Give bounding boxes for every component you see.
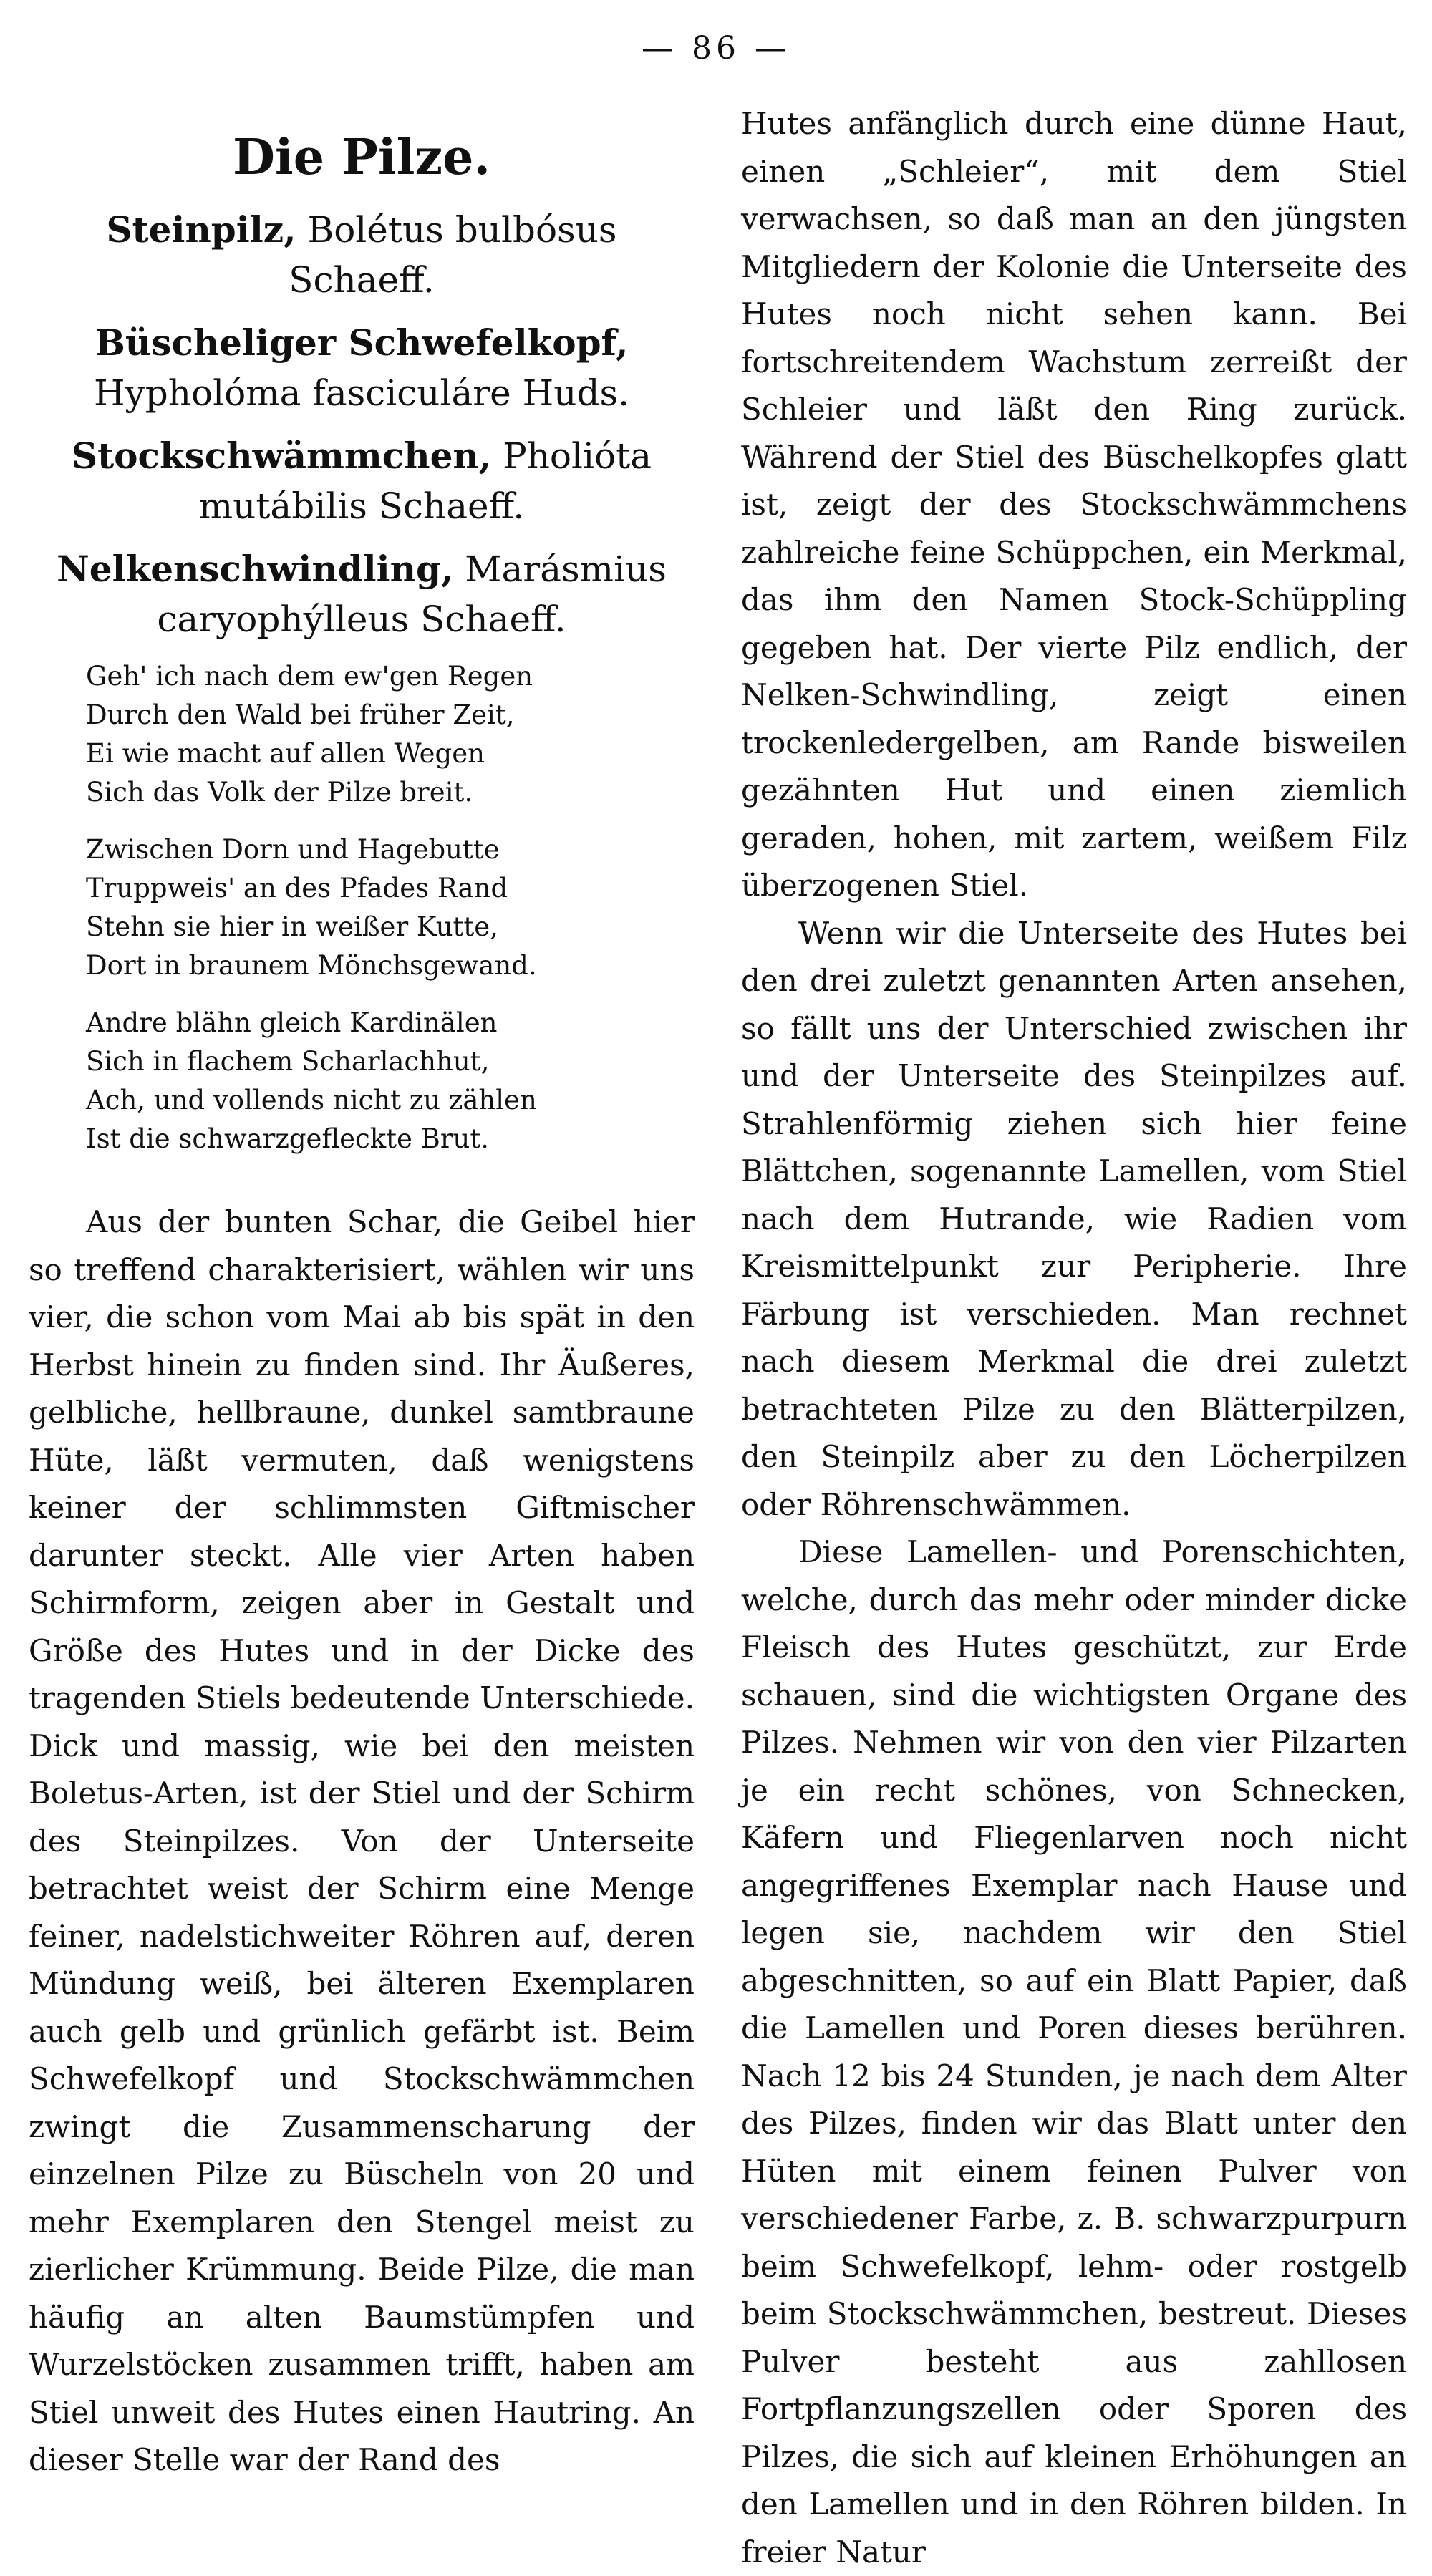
species-name-german: Steinpilz, [106,208,296,251]
species-name-latin: Pholióta mutábilis Schaeff. [198,435,652,527]
species-name-latin: Bolétus bulbósus Schaeff. [289,209,617,301]
poem [86,657,695,1158]
poem-line: Andre blähn gleich Kardinälen [86,1007,498,1038]
poem-line: Ei wie macht auf allen Wegen [86,738,485,769]
species-name-german: Büscheliger Schwefelkopf, [95,321,629,364]
species-name-latin: Marásmius caryophýlleus Schaeff. [157,548,667,640]
left-column [29,107,695,2484]
poem-line: Ach, und vollends nicht zu zählen [86,1085,537,1115]
body-paragraph: Aus der bunten Schar, die Geibel hier so treffend charakterisiert, wählen wir uns vier, die schon vom Mai ab bis spät in den Herbst hinein zu finden sind. Ihr Äußeres, gelbliche, hellbraune, dunkel samtbraune Hüte, läßt vermuten, daß wenigstens keiner der schlimmsten Giftmischer darunter steckt. Alle vier Arten haben Schirmform, zeigen aber in Gestalt und Größe des Hutes und in der Dicke des tragenden Stiels bedeutende Unterschiede. Dick und massig, wie bei den meisten Boletus-Arten, ist der Stiel und der Schirm des Steinpilzes. Von der Unterseite betrachtet weist der Schirm eine Menge feiner, nadelstichweiter Röhren auf, deren Mündung weiß, bei älteren Exemplaren auch gelb und grünlich gefärbt ist. Beim Schwefelkopf und Stockschwämmchen zwingt die Zusammenscharung der einzelnen Pilze zu Büscheln von 20 und mehr Exemplaren den Stengel meist zu zierlicher Krümmung. Beide Pilze, die man häufig an alten Baumstümpfen und Wurzelstöcken zusammen trifft, haben am Stiel unweit des Hutes einen Hautring. An dieser Stelle war der Rand des [29,1204,695,2477]
species-entry-nelkenschwindling [29,544,695,644]
body-paragraph: Wenn wir die Unterseite des Hutes bei den drei zuletzt genannten Arten ansehen, so fällt uns der Unterschied zwischen ihr und der Unterseite des Steinpilzes auf. Strahlenförmig ziehen sich hier feine Blättchen, sogenannte Lamellen, vom Stiel nach dem Hutrande, wie Radien vom Kreismittelpunkt zur Peripherie. Ihre Färbung ist verschieden. Man rechnet nach diesem Merkmal die drei zuletzt betrachteten Pilze zu den Blätterpilzen, den Steinpilz aber zu den Löcherpilzen oder Röhrenschwämmen. [741,915,1407,1522]
species-name-latin: Hypholóma fasciculáre Huds. [93,372,630,414]
section-heading: Die Pilze. [232,129,491,186]
poem-line: Dort in braunem Mönchsgewand. [86,950,537,981]
poem-line: Sich das Volk der Pilze breit. [86,777,473,808]
poem-line: Sich in flachem Scharlachhut, [86,1046,490,1077]
poem-line: Truppweis' an des Pfades Rand [86,873,508,904]
body-paragraph: Hutes anfänglich durch eine dünne Haut, einen „Schleier“, mit dem Stiel verwachsen, so daß man an den jüngsten Mitgliedern der Kolonie die Unterseite des Hutes noch nicht sehen kann. Bei fortschreitendem Wachstum zerreißt der Schleier und läßt den Ring zurück. Während der Stiel des Büschelkopfes glatt ist, zeigt der des Stockschwämmchens zahlreiche feine Schüppchen, ein Merkmal, das ihm den Namen Stock-Schüppling gegeben hat. Der vierte Pilz endlich, der Nelken-Schwindling, zeigt einen trockenledergelben, am Rande bisweilen gezähnten Hut und einen ziemlich geraden, hohen, mit zartem, weißem Filz überzogenen Stiel. [741,106,1407,903]
right-column [741,100,1407,2576]
poem-stanza [86,657,695,812]
poem-line: Durch den Wald bei früher Zeit, [86,699,515,730]
poem-line: Zwischen Dorn und Hagebutte [86,834,500,865]
poem-stanza [86,1004,695,1158]
poem-line: Stehn sie hier in weißer Kutte, [86,911,498,942]
species-name-german: Nelkenschwindling, [57,548,454,590]
species-entry-schwefelkopf [29,318,695,418]
poem-line: Ist die schwarzgefleckte Brut. [86,1123,490,1154]
species-name-german: Stockschwämmchen, [71,435,492,477]
poem-stanza [86,831,695,985]
species-entry-stockschwaemmchen [29,431,695,531]
species-entry-steinpilz [29,205,695,305]
poem-line: Geh' ich nach dem ew'gen Regen [86,661,533,692]
page-number: — 86 — [642,30,790,67]
body-paragraph: Diese Lamellen- und Porenschichten, welche, durch das mehr oder minder dicke Fleisch des Hutes geschützt, zur Erde schauen, sind die wichtigsten Organe des Pilzes. Nehmen wir von den vier Pilzarten je ein recht schönes, von Schnecken, Käfern und Fliegenlarven noch nicht angegriffenes Exemplar nach Hause und legen sie, nachdem wir den Stiel abgeschnitten, so auf ein Blatt Papier, daß die Lamellen und Poren dieses berühren. Nach 12 bis 24 Stunden, je nach dem Alter des Pilzes, finden wir das Blatt unter den Hüten mit einem feinen Pulver von verschiedener Farbe, z. B. schwarzpurpurn beim Schwefelkopf, lehm- oder rostgelb beim Stockschwämmchen, bestreut. Dieses Pulver besteht aus zahllosen Fortpflanzungszellen oder Sporen des Pilzes, die sich auf kleinen Erhöhungen an den Lamellen und in den Röhren bilden. In freier Natur [741,1534,1407,2570]
